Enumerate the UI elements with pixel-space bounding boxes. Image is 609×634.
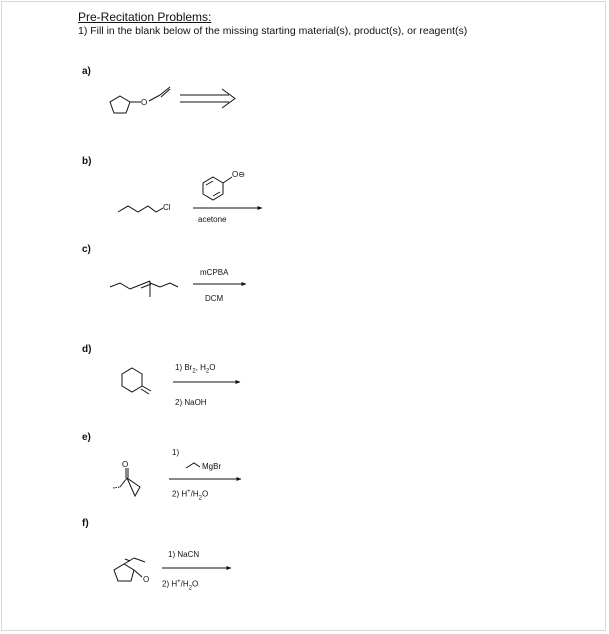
- problem-a-oxygen-label: O: [141, 98, 148, 107]
- problem-a-structure: [110, 87, 170, 113]
- problem-d-step1: 1) $Br_2$, $H_2O$: [175, 363, 216, 375]
- problem-e-label: e): [82, 432, 91, 443]
- problem-e-grignard-chain: [186, 463, 200, 468]
- problem-e-oxygen-label: O: [122, 460, 129, 469]
- problem-c-reagent-top: mCPBA: [200, 268, 229, 277]
- problem-d-structure: [122, 368, 151, 394]
- problem-e-step1: 1): [172, 448, 180, 457]
- problem-c-reagent-bottom: DCM: [205, 294, 224, 303]
- problem-b-label: b): [82, 156, 92, 167]
- problem-d-step2: 2) NaOH: [175, 398, 207, 407]
- page-title: Pre-Recitation Problems:: [78, 10, 212, 24]
- problem-d-label: d): [82, 344, 92, 355]
- problem-b-phenoxide: [203, 177, 232, 200]
- problem-f-structure: [114, 558, 145, 581]
- problem-b-phenoxide-label: O⊖: [232, 170, 245, 179]
- problem-e-grignard-label: MgBr: [202, 462, 222, 471]
- problem-c-label: c): [82, 244, 91, 255]
- problem-b-chlorine-label: Cl: [163, 203, 171, 212]
- problem-f-step2: 2) $H^+/H_2O$: [162, 579, 199, 592]
- problem-b-reagent: acetone: [198, 215, 227, 224]
- problem-b-structure: [118, 206, 163, 212]
- problem-e-structure: [113, 468, 140, 496]
- problem-f-label: f): [82, 518, 89, 529]
- problem-e-step2: 2) $H^+/H_2O$: [172, 489, 209, 502]
- problem-a-arrow: [180, 89, 235, 108]
- problem-a-label: a): [82, 66, 91, 77]
- instruction-text: 1) Fill in the blank below of the missing starting material(s), product(s), or reagent(s): [78, 25, 468, 37]
- problem-f-step1: 1) NaCN: [168, 550, 200, 559]
- problem-c-structure: [110, 281, 178, 297]
- problem-f-oxygen-label: O: [143, 575, 150, 584]
